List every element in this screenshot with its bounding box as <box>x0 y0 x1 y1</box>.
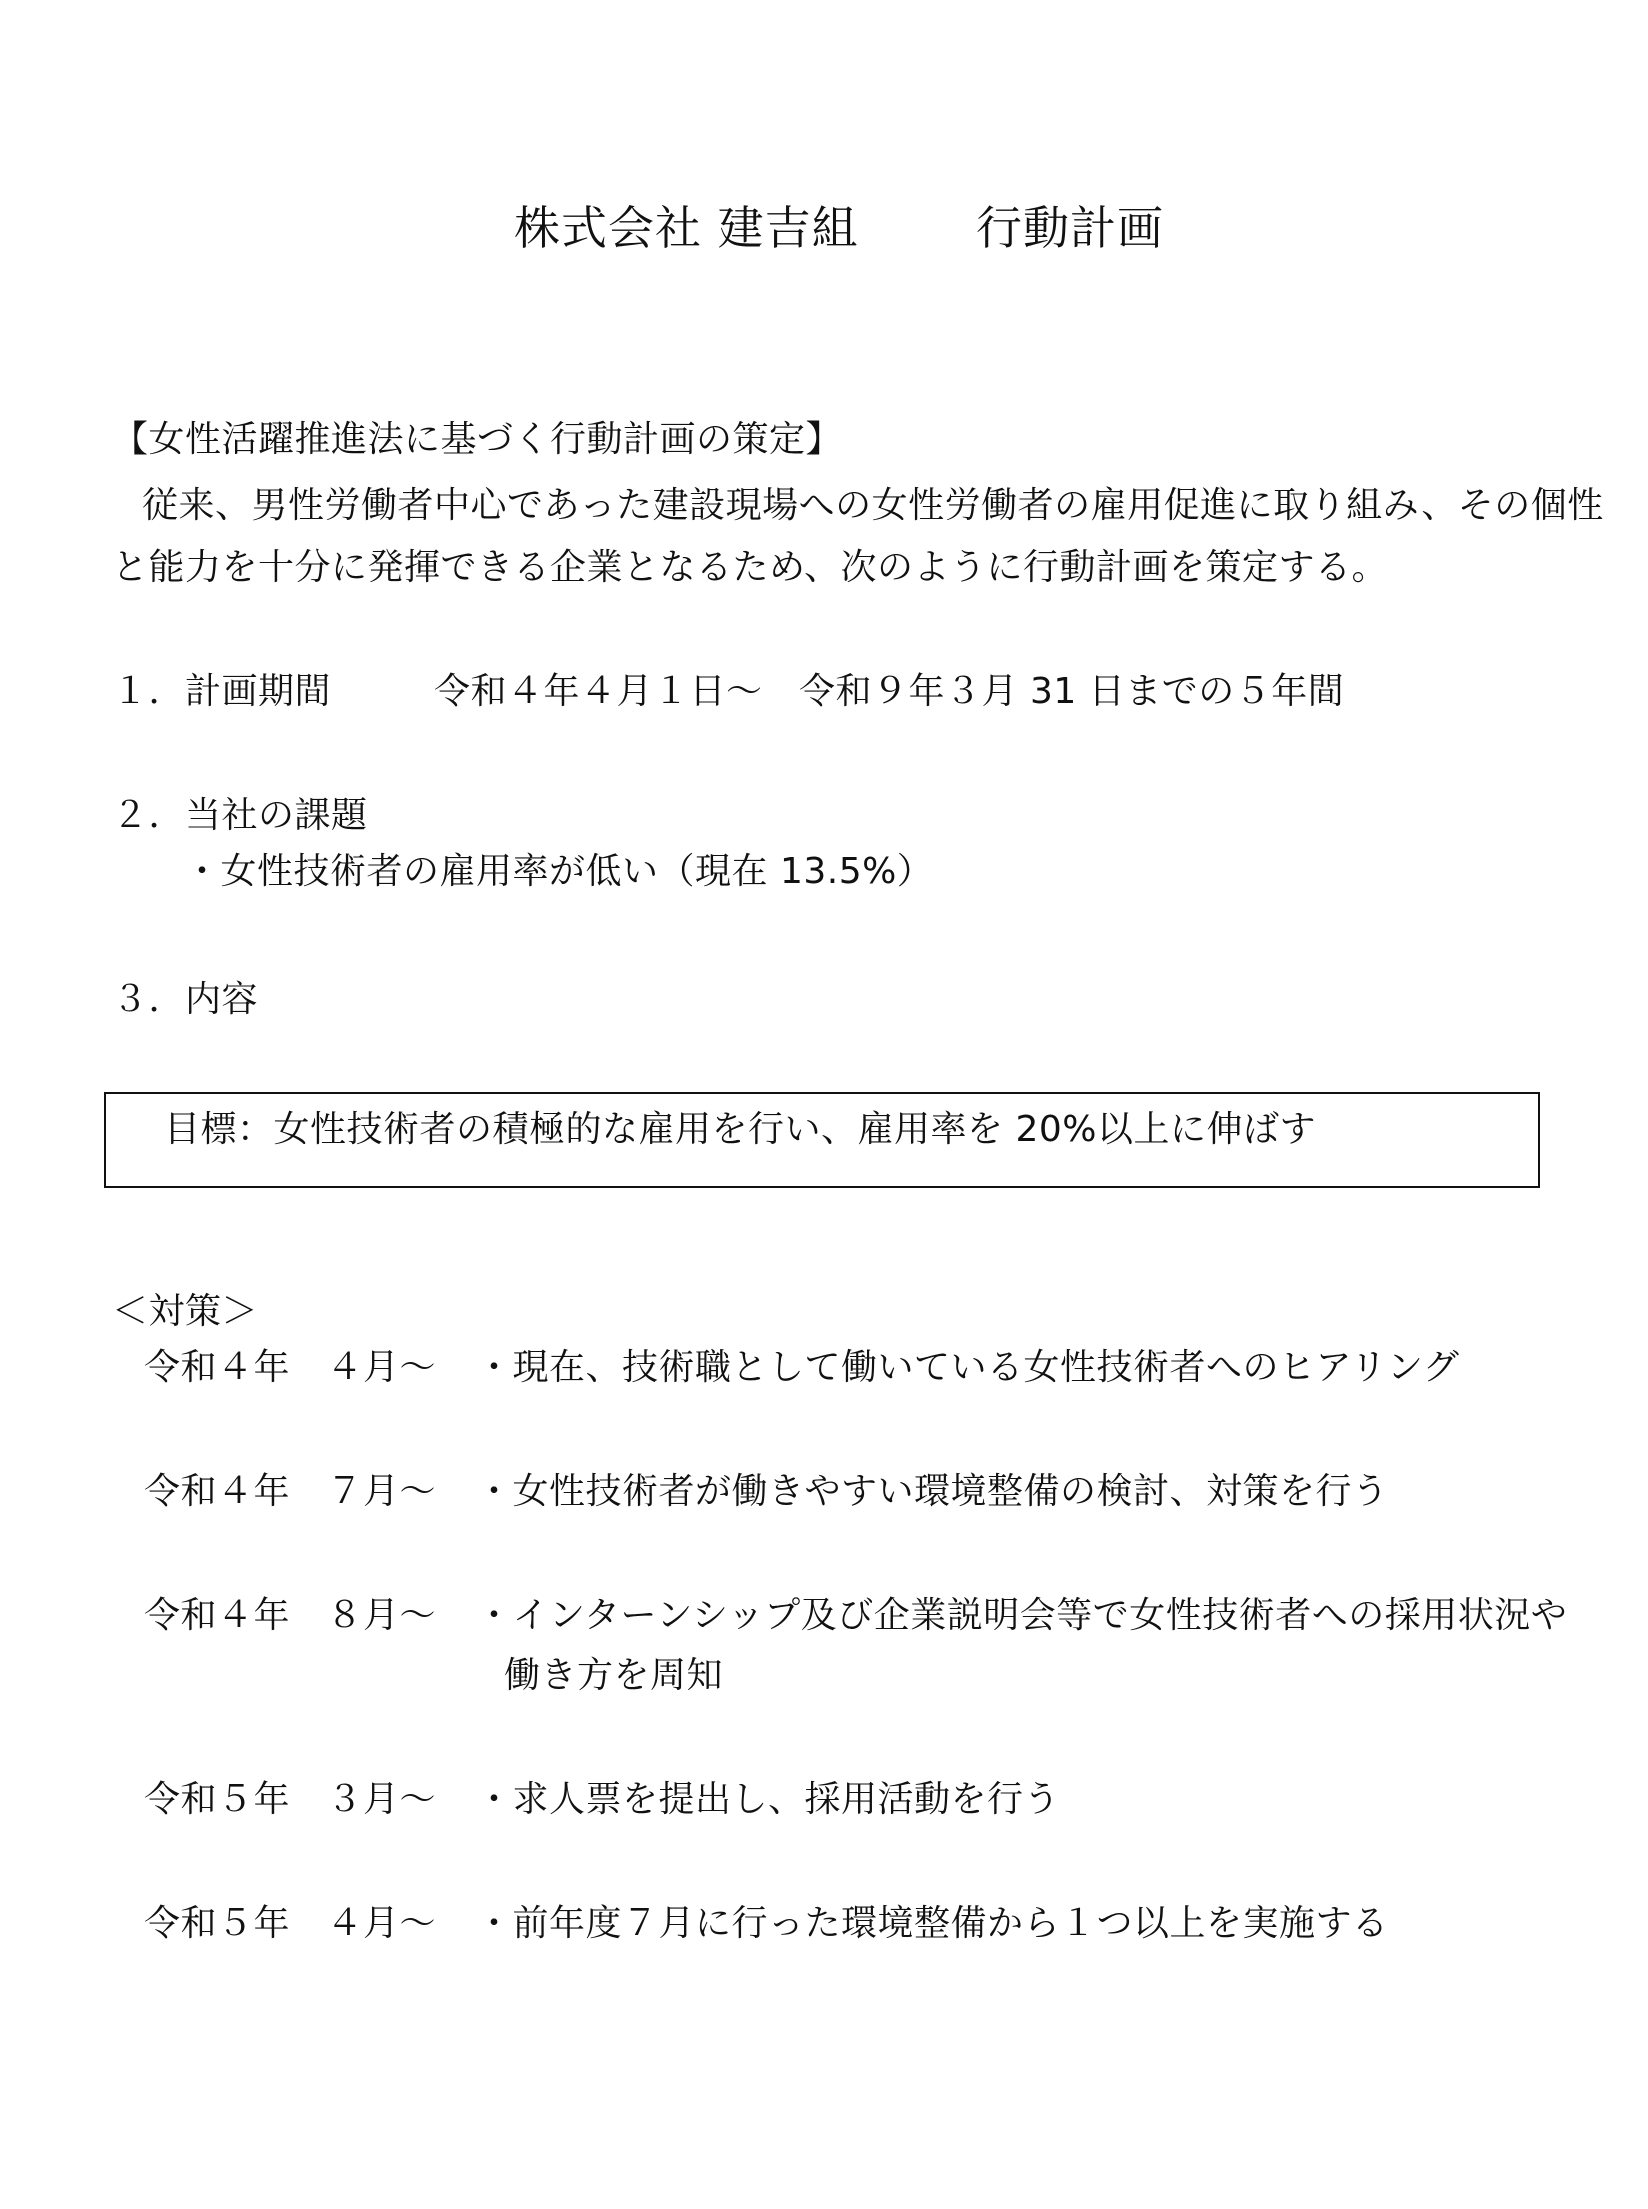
measure-date: 令和４年 ８月～ <box>144 1595 437 1636</box>
period-label: １．計画期間 <box>112 671 332 712</box>
period-value: 令和４年４月１日～ 令和９年３月 31 日までの５年間 <box>434 671 1345 712</box>
measure-text: ・前年度７月に行った環境整備から１つ以上を実施する <box>476 1903 1389 1944</box>
measure-text-continued: 働き方を周知 <box>504 1655 724 1696</box>
measure-text: ・女性技術者が働きやすい環境整備の検討、対策を行う <box>476 1471 1389 1512</box>
measure-text: ・現在、技術職として働いている女性技術者へのヒアリング <box>476 1347 1460 1388</box>
content-label: ３．内容 <box>112 979 259 1020</box>
company-name: 株式会社 建吉組 <box>514 201 859 255</box>
intro-line-1: 従来、男性労働者中心であった建設現場への女性労働者の雇用促進に取り組み、その個性 <box>142 485 1604 526</box>
section-heading: 【女性活躍推進法に基づく行動計画の策定】 <box>112 419 843 460</box>
goal-text: 目標：女性技術者の積極的な雇用を行い、雇用率を 20%以上に伸ばす <box>164 1109 1316 1150</box>
issue-item: ・女性技術者の雇用率が低い（現在 13.5%） <box>184 851 934 892</box>
measure-date: 令和４年 ７月～ <box>144 1471 437 1512</box>
measure-date: 令和５年 ４月～ <box>144 1903 437 1944</box>
measure-text: ・求人票を提出し、採用活動を行う <box>476 1779 1061 1820</box>
issues-label: ２．当社の課題 <box>112 795 368 836</box>
goal-box <box>104 1092 1540 1188</box>
measure-date: 令和５年 ３月～ <box>144 1779 437 1820</box>
measures-heading: ＜対策＞ <box>112 1291 259 1332</box>
document-title: 行動計画 <box>976 201 1164 255</box>
measure-text: ・インターンシップ及び企業説明会等で女性技術者への採用状況や <box>476 1595 1568 1636</box>
measure-date: 令和４年 ４月～ <box>144 1347 437 1388</box>
intro-line-2: と能力を十分に発揮できる企業となるため、次のように行動計画を策定する。 <box>112 547 1389 588</box>
